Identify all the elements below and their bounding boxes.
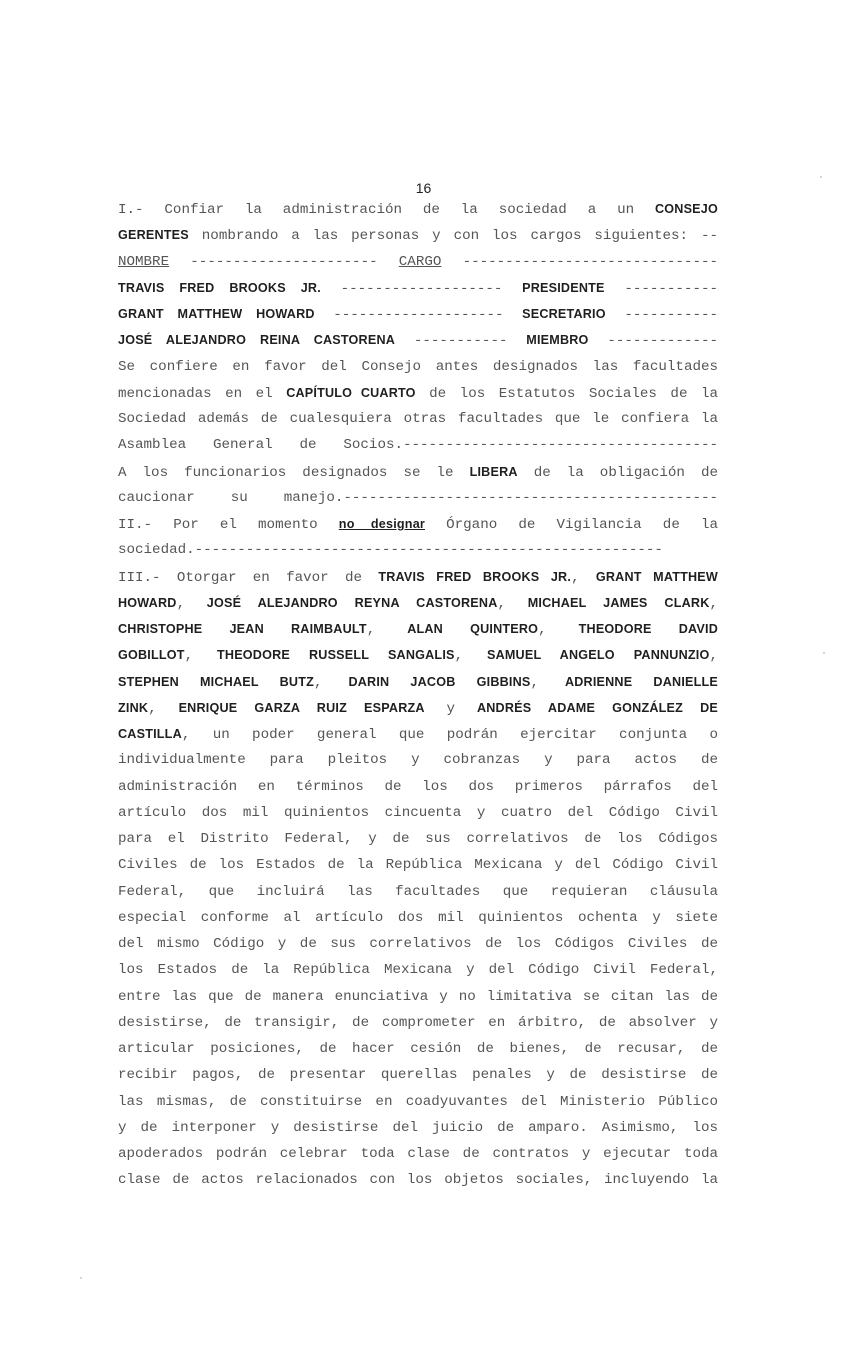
text-segment: de los Estatutos Sociales de la <box>415 385 718 402</box>
text-segment: Federal, que incluirá las facultades que requieran cláusula <box>118 883 718 900</box>
text-segment: y <box>424 700 477 717</box>
text-line <box>118 1010 718 1036</box>
text-line <box>118 432 718 458</box>
bold-text: JOSÉ ALEJANDRO REYNA CASTORENA <box>206 595 498 610</box>
text-line <box>118 879 718 905</box>
text-segment: del mismo Código y de sus correlativos de los Códigos Civiles de <box>118 936 718 952</box>
text-segment: , <box>176 595 207 612</box>
text-segment: , <box>366 622 408 638</box>
text-line <box>118 1089 718 1115</box>
text-segment: , <box>530 674 565 691</box>
text-segment: sociedad.------------------------------------------------------- <box>118 542 663 559</box>
text-line <box>118 774 718 800</box>
text-line <box>118 800 718 826</box>
bold-text: ZINK <box>118 700 149 715</box>
text-segment: , un poder general que podrán ejercitar conjunta o <box>181 727 718 743</box>
text-line <box>118 459 718 485</box>
text-line <box>118 590 718 616</box>
text-line <box>118 354 718 380</box>
text-segment: ------------------- <box>320 280 523 297</box>
bold-text: LIBERA <box>469 464 518 479</box>
text-line <box>118 826 718 852</box>
bold-text: GRANT MATTHEW <box>595 569 718 584</box>
text-segment: , <box>184 648 218 665</box>
text-segment: clase de actos relacionados con los objetos sociales, incluyendo la <box>118 1172 718 1189</box>
underlined-heading: NOMBRE <box>118 253 170 270</box>
text-segment: administración en términos de los dos primeros párrafos del <box>118 778 718 795</box>
text-line <box>118 852 718 878</box>
bold-text: PRESIDENTE <box>522 280 605 295</box>
text-segment: ----------- <box>604 280 718 297</box>
bold-underlined-text: no designar <box>338 517 425 531</box>
bold-text: THEODORE RUSSELL SANGALIS <box>217 648 455 663</box>
text-segment: Sociedad además de cualesquiera otras facultades que le confiera la <box>118 411 718 427</box>
text-segment: entre las que de manera enunciativa y no limitativa se citan las de <box>118 988 718 1005</box>
text-segment: Civiles de los Estados de la República Mexicana y del Código Civil <box>118 857 718 874</box>
bold-text: DARIN JACOB GIBBINS <box>348 674 531 689</box>
text-segment: , <box>709 648 718 665</box>
text-line <box>118 1115 718 1141</box>
bold-text: CHRISTOPHE JEAN RAIMBAULT <box>118 622 367 636</box>
text-line <box>118 957 718 983</box>
text-line <box>118 406 718 432</box>
document-body <box>118 196 718 1194</box>
bold-text: CAPÍTULO CUARTO <box>286 385 416 400</box>
text-segment: Asamblea General de Socios.------------------------------------- <box>118 437 718 454</box>
text-line <box>118 931 718 957</box>
scan-speck <box>820 176 822 178</box>
text-segment: II.- Por el momento <box>118 517 339 533</box>
bold-text: ANDRÉS ADAME GONZÁLEZ DE <box>476 700 718 715</box>
text-segment: Se confiere en favor del Consejo antes designados las facultades <box>118 358 718 375</box>
text-segment: y de interponer y desistirse del juicio de amparo. Asimismo, los <box>118 1119 718 1136</box>
text-segment: , <box>148 700 179 717</box>
text-segment: I.- Confiar la administración de la sociedad a un <box>118 202 655 218</box>
text-segment: , <box>538 622 579 638</box>
bold-text: ENRIQUE GARZA RUIZ ESPARZA <box>178 700 425 715</box>
bold-text: THEODORE DAVID <box>578 622 718 636</box>
bold-text: ADRIENNE DANIELLE <box>564 674 718 689</box>
text-segment: ------------- <box>588 333 718 350</box>
text-line <box>118 222 718 248</box>
text-line <box>118 747 718 773</box>
underlined-heading: CARGO <box>398 253 442 270</box>
bold-text: MIEMBRO <box>526 333 589 348</box>
text-line <box>118 669 718 695</box>
text-segment: -------------------- <box>314 307 523 323</box>
bold-text: SECRETARIO <box>522 307 606 321</box>
text-line <box>118 1062 718 1088</box>
text-line <box>118 642 718 668</box>
text-line <box>118 905 718 931</box>
text-segment: desistirse, de transigir, de comprometer en árbitro, de absolver y <box>118 1014 718 1031</box>
text-segment: , <box>497 595 528 612</box>
text-line <box>118 616 718 642</box>
bold-text: MICHAEL JAMES CLARK <box>527 595 710 610</box>
text-line <box>118 380 718 406</box>
text-segment: recibir pagos, de presentar querellas penales y de desistirse de <box>118 1067 718 1084</box>
text-line <box>118 275 718 301</box>
scan-speck <box>80 1277 82 1279</box>
bold-text: GERENTES <box>118 228 189 243</box>
bold-text: STEPHEN MICHAEL BUTZ <box>118 674 315 689</box>
text-segment: nombrando a las personas y con los cargos siguientes: -- <box>188 228 718 245</box>
text-line <box>118 564 718 590</box>
text-segment: mencionadas en el <box>118 385 287 402</box>
text-segment: III.- Otorgar en favor de <box>118 569 379 586</box>
text-segment: , <box>454 648 487 665</box>
text-segment: ----------- <box>605 307 718 323</box>
bold-text: TRAVIS FRED BROOKS JR. <box>378 569 572 584</box>
text-segment: , <box>314 674 349 691</box>
text-line <box>118 327 718 353</box>
text-segment: los Estados de la República Mexicana y del Código Civil Federal, <box>118 962 718 979</box>
text-line <box>118 984 718 1010</box>
bold-text: CASTILLA <box>118 727 182 741</box>
bold-text: JOSÉ ALEJANDRO REINA CASTORENA <box>118 333 396 348</box>
text-segment: Órgano de Vigilancia de la <box>425 517 718 533</box>
text-segment: especial conforme al artículo dos mil quinientos ochenta y siete <box>118 909 718 926</box>
text-line <box>118 1167 718 1193</box>
text-line <box>118 721 718 747</box>
text-line <box>118 196 718 222</box>
text-segment: , <box>571 569 596 586</box>
bold-text: GRANT MATTHEW HOWARD <box>118 307 315 321</box>
text-segment: A los funcionarios designados se le <box>118 464 470 481</box>
text-line <box>118 485 718 511</box>
bold-text: CONSEJO <box>655 202 718 216</box>
text-segment: articular posiciones, de hacer cesión de bienes, de recusar, de <box>118 1041 718 1057</box>
scan-speck <box>823 652 825 654</box>
text-segment: ---------------------- <box>169 253 399 270</box>
text-segment: para el Distrito Federal, y de sus correlativos de los Códigos <box>118 831 718 847</box>
bold-text: TRAVIS FRED BROOKS JR. <box>118 280 321 295</box>
text-line <box>118 1141 718 1167</box>
text-line <box>118 301 718 327</box>
bold-text: HOWARD <box>118 595 177 610</box>
text-segment: , <box>709 595 718 612</box>
bold-text: ALAN QUINTERO <box>407 622 539 636</box>
text-segment: artículo dos mil quinientos cincuenta y cuatro del Código Civil <box>118 804 718 821</box>
bold-text: GOBILLOT <box>118 648 185 663</box>
text-segment: de la obligación de <box>517 464 718 481</box>
text-segment: ----------- <box>395 333 527 350</box>
text-line <box>118 249 718 275</box>
text-segment: ------------------------------ <box>441 253 718 270</box>
text-segment: las mismas, de constituirse en coadyuvantes del Ministerio Público <box>118 1093 718 1110</box>
text-line <box>118 695 718 721</box>
page-number: 16 <box>415 180 432 196</box>
text-segment: apoderados podrán celebrar toda clase de contratos y ejecutar toda <box>118 1146 718 1162</box>
text-segment: caucionar su manejo.-------------------------------------------- <box>118 489 718 506</box>
text-segment: individualmente para pleitos y cobranzas y para actos de <box>118 752 718 769</box>
text-line <box>118 1036 718 1062</box>
text-line <box>118 511 718 537</box>
bold-text: SAMUEL ANGELO PANNUNZIO <box>486 648 710 663</box>
text-line <box>118 537 718 563</box>
